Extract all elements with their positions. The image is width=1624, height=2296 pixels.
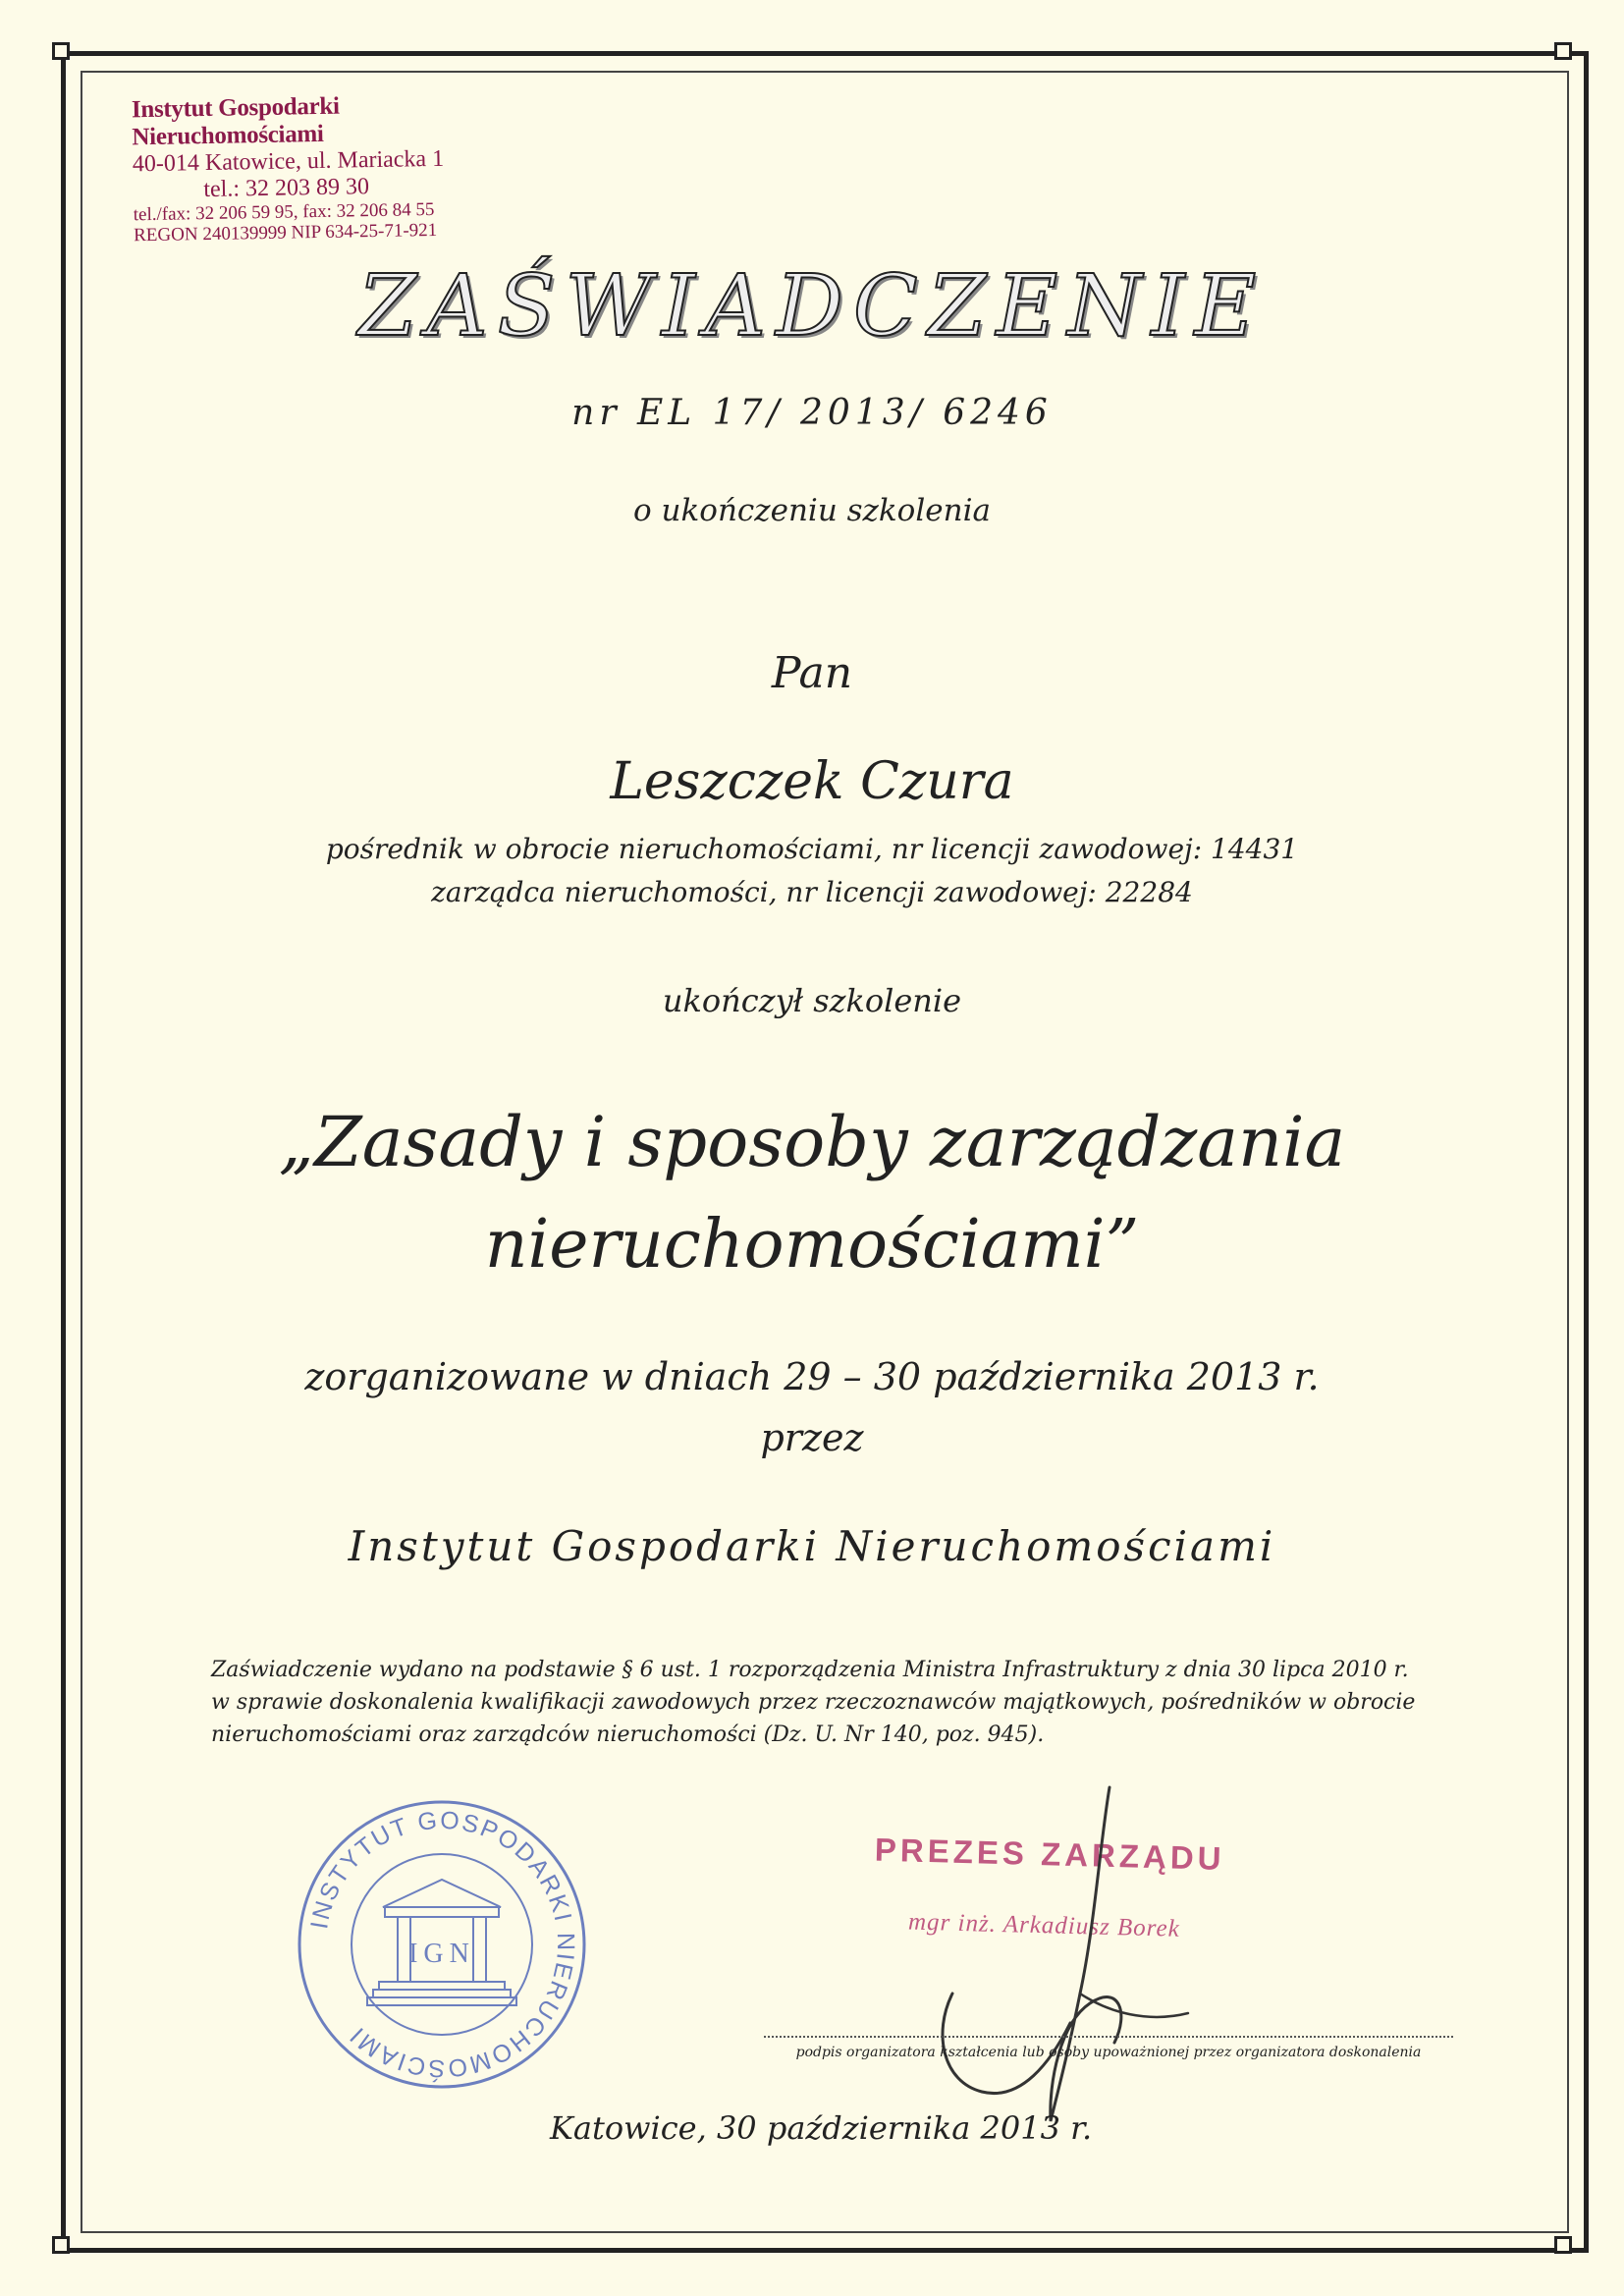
course-title-line1: „Zasady i sposoby zarządzania [278, 1102, 1346, 1182]
recipient-salutation: Pan [771, 648, 853, 698]
stamp-institute-name: Instytut Gospodarki Nieruchomościami [131, 92, 340, 151]
seal-ring-text: INSTYTUT GOSPODARKI NIERUCHOMOŚCIAMI [305, 1806, 580, 2083]
recipient-name: Leszczek Czura [610, 752, 1014, 811]
president-name: mgr inż. Arkadiusz Borek [907, 1908, 1181, 1942]
handwritten-signature [913, 1768, 1208, 2141]
certificate-number: nr EL 17/ 2013/ 6246 [571, 393, 1053, 433]
border-corner-ornament [1554, 42, 1572, 60]
course-title-line2: nieruchomościami” [484, 1206, 1140, 1284]
stamp-fax: tel./fax: 32 206 59 95, fax: 32 206 84 55 [133, 198, 435, 226]
license-manager: zarządca nieruchomości, nr licencji zawodowej: 22284 [431, 876, 1193, 908]
organizer-name: Instytut Gospodarki Nieruchomościami [348, 1522, 1276, 1570]
president-title: PREZES ZARZĄDU [874, 1831, 1226, 1877]
legal-basis-note [211, 1654, 1429, 1751]
certificate-subtitle: o ukończeniu szkolenia [633, 493, 991, 528]
issue-place-date: Katowice, 30 października 2013 r. [550, 2109, 1093, 2147]
seal-ign-emblem: IGN [408, 1939, 475, 1969]
legal-note-line: nieruchomościami oraz zarządców nieruchomości (Dz. U. Nr 140, poz. 945). [211, 1722, 1045, 1747]
legal-note-line: w sprawie doskonalenia kwalifikacji zawodowych przez rzeczoznawców majątkowych, pośredników w obrocie [211, 1690, 1416, 1715]
border-corner-ornament [52, 2236, 70, 2254]
stamp-telephone: tel.: 32 203 89 30 [203, 173, 370, 202]
certificate-title: ZAŚWIADCZENIE [357, 257, 1267, 355]
license-broker: pośrednik w obrocie nieruchomościami, nr licencji zawodowej: 14431 [325, 833, 1299, 865]
signature-caption: podpis organizatora kształcenia lub osoby upoważnionej przez organizatora doskonalenia [795, 2045, 1422, 2060]
stamp-regon-nip: REGON 240139999 NIP 634-25-71-921 [133, 219, 438, 246]
institute-header-stamp [132, 90, 508, 246]
legal-note-line: Zaświadczenie wydano na podstawie § 6 ust. 1 rozporządzenia Ministra Infrastruktury z dnia 30 lipca 2010 r. [211, 1658, 1409, 1682]
border-corner-ornament [1554, 2236, 1572, 2254]
border-corner-ornament [52, 42, 70, 60]
organized-by-label: przez [760, 1416, 864, 1459]
course-dates: zorganizowane w dniach 29 – 30 października 2013 r. [304, 1355, 1320, 1398]
institute-round-seal [295, 1797, 589, 2092]
signature-dotted-line [764, 2036, 1453, 2038]
stamp-address: 40-014 Katowice, ul. Mariacka 1 [132, 145, 445, 178]
completed-statement: ukończył szkolenie [662, 982, 962, 1019]
